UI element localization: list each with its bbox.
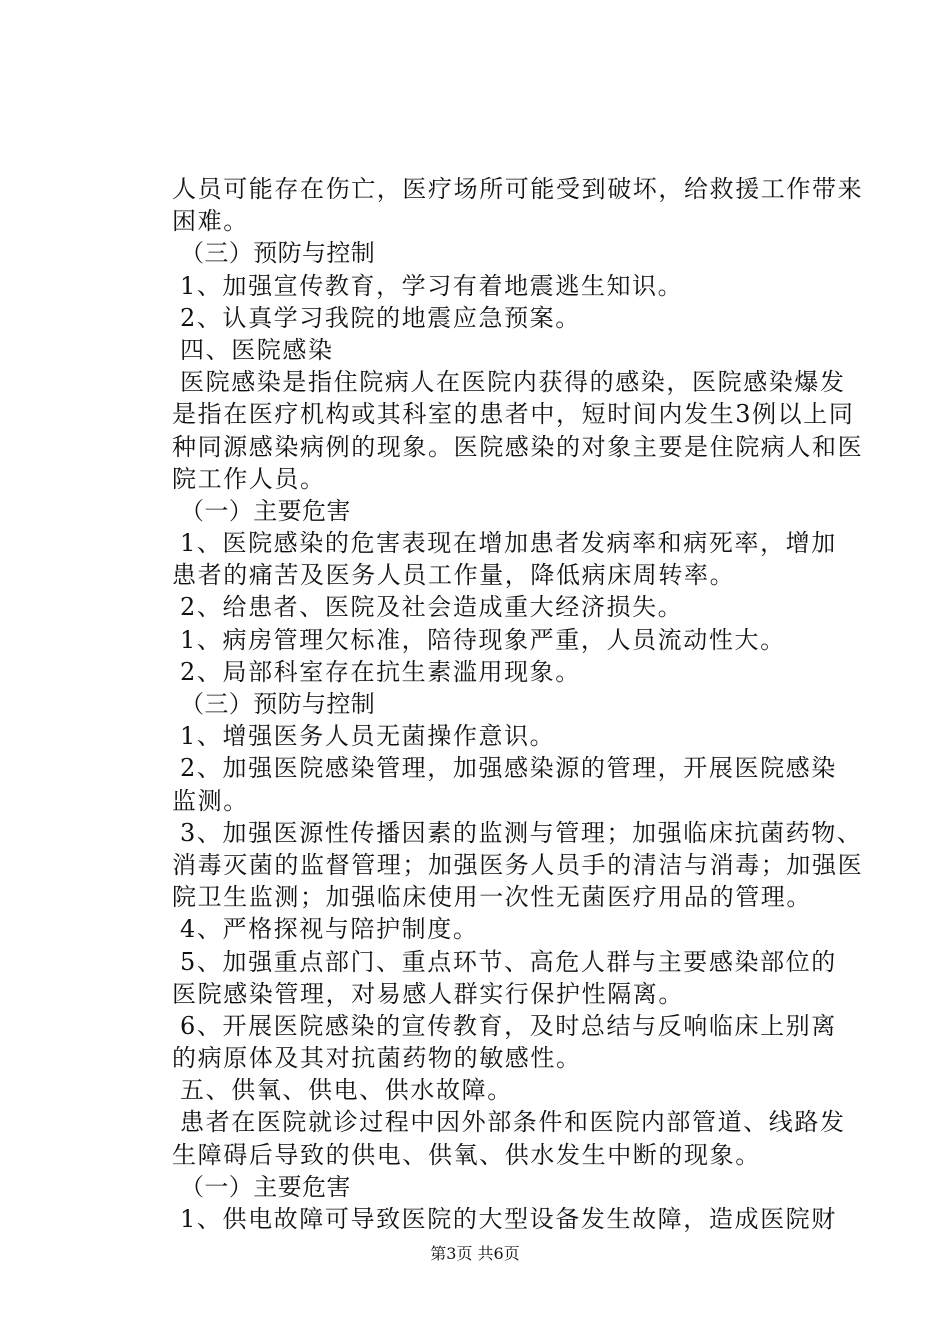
text-line: 生障碍后导致的供电、供氧、供水发生中断的现象。 — [172, 1140, 761, 1169]
text-line: 1、医院感染的危害表现在增加患者发病率和病死率，增加 — [180, 529, 837, 558]
text-line: 患者的痛苦及医务人员工作量，降低病床周转率。 — [172, 561, 736, 590]
text-line: 2、局部科室存在抗生素滥用现象。 — [180, 657, 581, 686]
text-line: 4、严格探视与陪护制度。 — [180, 915, 479, 944]
text-line: 院卫生监测；加强临床使用一次性无菌医疗用品的管理。 — [172, 883, 812, 912]
text-line: 医院感染管理，对易感人群实行保护性隔离。 — [172, 979, 684, 1008]
text-line: 1、病房管理欠标准，陪待现象严重，人员流动性大。 — [180, 625, 786, 654]
text-line: （三）预防与控制 — [180, 690, 376, 718]
text-line: （一）主要危害 — [180, 496, 351, 525]
page-number-label: 第3页 共6页 — [430, 1244, 520, 1263]
text-line: 种同源感染病例的现象。医院感染的对象主要是住院病人和医 — [172, 432, 864, 461]
text-line: 院工作人员。 — [172, 464, 326, 493]
text-line: 6、开展医院感染的宣传教育，及时总结与反响临床上别离 — [180, 1011, 837, 1040]
text-line: 2、加强医院感染管理，加强感染源的管理，开展医院感染 — [180, 754, 837, 783]
text-line: 是指在医疗机构或其科室的患者中，短时间内发生3例以上同 — [172, 400, 855, 429]
text-line: （三）预防与控制 — [180, 239, 376, 268]
text-line: 2、认真学习我院的地震应急预案。 — [180, 303, 581, 332]
text-line: 医院感染是指住院病人在医院内获得的感染，医院感染爆发 — [180, 368, 846, 397]
text-line: 困难。 — [172, 207, 249, 236]
text-line: 1、供电故障可导致医院的大型设备发生故障，造成医院财 — [180, 1205, 837, 1233]
text-line: 3、加强医源性传播因素的监测与管理；加强临床抗菌药物、 — [180, 818, 863, 847]
text-line: 的病原体及其对抗菌药物的敏感性。 — [172, 1044, 582, 1073]
text-line: 消毒灭菌的监督管理；加强医务人员手的清洁与消毒；加强医 — [172, 850, 864, 879]
text-line: 监测。 — [172, 786, 249, 815]
page-footer — [0, 1244, 950, 1264]
text-line: 5、加强重点部门、重点环节、高危人群与主要感染部位的 — [180, 947, 837, 976]
text-line: 患者在医院就诊过程中因外部条件和医院内部管道、线路发 — [180, 1108, 846, 1137]
text-line: 人员可能存在伤亡，医疗场所可能受到破坏，给救援工作带来 — [172, 175, 864, 203]
text-line: （一）主要危害 — [180, 1172, 351, 1201]
document-body — [172, 173, 864, 1235]
text-line: 2、给患者、医院及社会造成重大经济损失。 — [180, 593, 684, 622]
text-line: 五、供氧、供电、供水故障。 — [180, 1076, 513, 1105]
text-line: 1、增强医务人员无菌操作意识。 — [180, 722, 556, 751]
text-line: 1、加强宣传教育，学习有着地震逃生知识。 — [180, 271, 684, 300]
text-line: 四、医院感染 — [180, 335, 334, 364]
